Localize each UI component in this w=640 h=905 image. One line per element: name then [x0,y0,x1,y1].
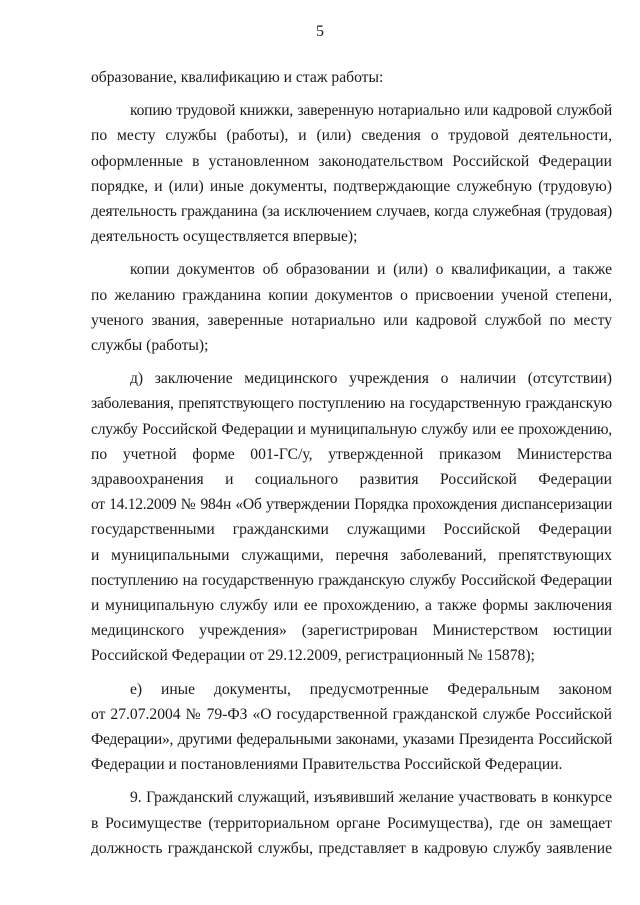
text-line: 9. Гражданский служащий, изъявивший желание участвовать в конкурсе [130,789,612,807]
text-line: и муниципальными служащими, перечня заболеваний, препятствующих [91,546,612,564]
text-line: порядке, и (или) иные документы, подтверждающие служебную (трудовую) [91,177,612,195]
text-line: Федерации», другими федеральными законами, указами Президента Российской [91,731,612,749]
text-line: копию трудовой книжки, заверенную нотариально или кадровой службой [130,102,612,120]
text-line: е) иные документы, предусмотренные Федеральным законом [130,680,612,698]
paragraph-other-documents [91,677,612,778]
text-line: медицинского учреждения» (зарегистрирован Министерством юстиции [91,622,612,640]
text-line: и муниципальную службу или ее прохождению, а также формы заключения [91,597,612,615]
text-line: по месту службы (работы), и (или) сведения о трудовой деятельности, [91,127,612,145]
text-line: здравоохранения и социального развития Российской Федерации [91,471,612,489]
text-line: ученого звания, заверенные нотариально или кадровой службой по месту [91,311,612,329]
text-line: копии документов об образовании и (или) о квалификации, а также [130,261,612,279]
text-line: службу Российской Федерации и муниципальную службу или ее прохождению, [91,420,612,438]
text-line: оформленные в установленном законодательством Российской Федерации [91,152,612,170]
paragraph-work-record [91,98,612,249]
text-line: деятельность гражданина (за исключением случаев, когда служебная (трудовая) [91,203,612,221]
text-line: по учетной форме 001-ГС/у, утвержденной приказом Министерства [91,445,612,463]
text-line: должность гражданской службы, представляет в кадровую службу заявление [91,839,612,857]
text-line: от 14.12.2009 № 984н «Об утверждении Порядка прохождения диспансеризации [91,496,612,514]
paragraph-intro [91,65,612,90]
text-line: по желанию гражданина копии документов о присвоении ученой степени, [91,286,612,304]
text-line: службы (работы); [91,337,209,355]
text-line: от 27.07.2004 № 79-ФЗ «О государственной гражданской службе Российской [91,705,612,723]
text-line: в Росимуществе (территориальном органе Росимущества), где он замещает [91,814,612,832]
paragraph-item-9 [91,785,612,861]
text-line: заболевания, препятствующего поступлению на государственную гражданскую [91,395,612,413]
paragraph-education-docs [91,257,612,358]
page-number: 5 [316,23,324,40]
text-line: образование, квалификацию и стаж работы: [91,69,384,86]
text-line: деятельность осуществляется впервые); [91,228,358,246]
paragraph-medical-conclusion [91,366,612,668]
text-line: государственными гражданскими служащими Российской Федерации [91,521,612,539]
text-line: Федерации и постановлениями Правительства Российской Федерации. [91,756,563,774]
document-body [91,65,612,861]
text-line: Российской Федерации от 29.12.2009, регистрационный № 15878); [91,647,535,665]
text-line: д) заключение медицинского учреждения о наличии (отсутствии) [130,370,612,388]
text-line: поступлению на государственную гражданскую службу Российской Федерации [91,571,612,589]
